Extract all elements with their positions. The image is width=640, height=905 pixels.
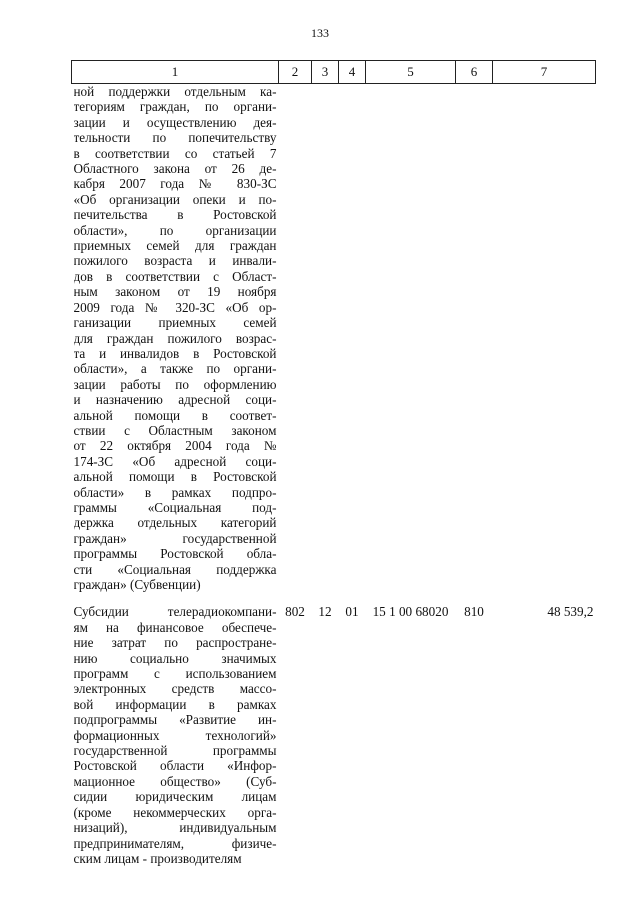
description-line: альной помощи в соответ-: [73, 407, 277, 423]
description-line: нию социально значимых: [73, 650, 277, 666]
column-header: 5: [366, 61, 456, 84]
row-spacer: [72, 592, 596, 604]
description-line: ным законом от 19 ноября: [73, 284, 277, 300]
cell-section: [312, 84, 339, 593]
budget-table: [71, 60, 596, 866]
description-line: пожилого возраста и инвали-: [73, 253, 277, 269]
description-line: зации работы по оформлению: [73, 376, 277, 392]
description-line: низаций), индивидуальным: [73, 820, 277, 836]
description-line: от 22 октября 2004 года №: [73, 438, 277, 454]
cell-expense-type: [456, 84, 493, 593]
description-line: тегориям граждан, по органи-: [73, 99, 277, 115]
table-row: [72, 84, 596, 593]
description-line: сидии юридическим лицам: [73, 789, 277, 805]
description-line: ствии с Областным законом: [73, 422, 277, 438]
description-line: в соответствии со статьей 7: [73, 145, 277, 161]
description-line: дов в соответствии с Област-: [73, 268, 277, 284]
description-line: области» в рамках подпро-: [73, 484, 277, 500]
row-description: [72, 84, 279, 593]
description-line: граммы «Социальная под-: [73, 499, 277, 515]
description-line: та и инвалидов в Ростовской: [73, 345, 277, 361]
description-line: 174-ЗС «Об адресной соци-: [73, 453, 277, 469]
column-header: 2: [279, 61, 312, 84]
cell-expense-type: 810: [464, 604, 484, 620]
description-line: программ с использованием: [73, 666, 277, 682]
table-row: [72, 604, 596, 866]
cell-code: [279, 84, 312, 593]
description-line: (кроме некоммерческих орга-: [73, 804, 277, 820]
description-line: и назначению адресной соци-: [73, 392, 277, 408]
row-description: [72, 604, 279, 866]
column-header: 3: [312, 61, 339, 84]
description-line: приемных семей для граждан: [73, 238, 277, 254]
cell-target-article: [366, 84, 456, 593]
cell-section: 12: [318, 604, 332, 620]
description-line: предпринимателям, физиче-: [73, 835, 277, 851]
page-number: 133: [311, 26, 329, 40]
description-line: ние затрат по распростране-: [73, 635, 277, 651]
description-line: области», по организации: [73, 222, 277, 238]
description-line: Субсидии телерадиокомпани-: [73, 604, 277, 620]
description-line: 2009 года № 320-ЗС «Об ор-: [73, 299, 277, 315]
description-line: ям на финансовое обеспече-: [73, 619, 277, 635]
table-header-row: [72, 61, 596, 84]
description-line: альной помощи в Ростовской: [73, 469, 277, 485]
description-line: Областного закона от 26 де-: [73, 161, 277, 177]
description-line: области», а также по органи-: [73, 361, 277, 377]
cell-amount: 48 539,2: [547, 604, 594, 620]
cell-amount: [493, 84, 596, 593]
description-line: ганизации приемных семей: [73, 315, 277, 331]
description-line: печительства в Ростовской: [73, 207, 277, 223]
cell-target-article: 15 1 00 68020: [372, 604, 449, 620]
description-line: вой информации в рамках: [73, 696, 277, 712]
description-line: государственной программы: [73, 743, 277, 759]
cell-subsection: [339, 84, 366, 593]
description-line: зации и осуществлению дея-: [73, 114, 277, 130]
description-line: для граждан пожилого возрас-: [73, 330, 277, 346]
description-line: кабря 2007 года № 830-ЗС: [73, 176, 277, 192]
column-header: 4: [339, 61, 366, 84]
cell-code: 802: [285, 604, 305, 620]
description-line: держка отдельных категорий: [73, 515, 277, 531]
cell-subsection: 01: [345, 604, 359, 620]
description-line: программы Ростовской обла-: [73, 546, 277, 562]
description-line: ной поддержки отдельным ка-: [73, 84, 277, 99]
description-line: «Об организации опеки и по-: [73, 191, 277, 207]
description-line: граждан» (Субвенции): [73, 577, 201, 592]
description-line: формационных технологий»: [73, 727, 277, 743]
description-line: Ростовской области «Инфор-: [73, 758, 277, 774]
description-line: подпрограммы «Развитие ин-: [73, 712, 277, 728]
description-line: мационное общество» (Суб-: [73, 773, 277, 789]
column-header: 7: [493, 61, 596, 84]
description-line: сти «Социальная поддержка: [73, 561, 277, 577]
description-line: тельности по попечительству: [73, 130, 277, 146]
description-line: ским лицам - производителям: [73, 850, 242, 866]
description-line: граждан» государственной: [73, 530, 277, 546]
column-header: 6: [456, 61, 493, 84]
column-header: 1: [72, 61, 279, 84]
description-line: электронных средств массо-: [73, 681, 277, 697]
